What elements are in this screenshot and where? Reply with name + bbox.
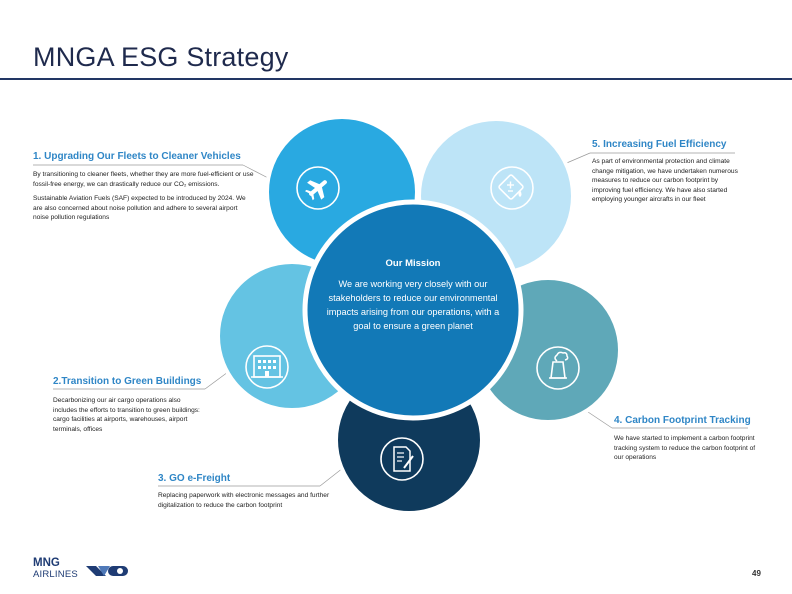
item-4-body	[614, 434, 764, 468]
item-4-heading: 4. Carbon Footprint Tracking	[614, 415, 751, 426]
item-1-heading: 1. Upgrading Our Fleets to Cleaner Vehicles	[33, 151, 241, 162]
item-5-heading: 5. Increasing Fuel Efficiency	[592, 139, 727, 150]
item-3-paragraph-1: Replacing paperwork with electronic messages and further digitalization to reduce the carbon footprint	[158, 492, 330, 509]
page-title: MNGA ESG Strategy	[33, 42, 289, 72]
item-2-body	[53, 396, 205, 439]
item-1-paragraph-2: Sustainable Aviation Fuels (SAF) expected to be introduced by 2024. We are also concerned about noise pollution and adhere to several airport noise pollution regulations	[33, 195, 246, 222]
item-2-heading: 2.Transition to Green Buildings	[53, 376, 202, 387]
connector-4	[585, 410, 612, 428]
item-3-heading: 3. GO e-Freight	[158, 473, 231, 484]
mission-block	[322, 258, 504, 333]
mission-text: We are working very closely with our stakeholders to reduce our environmental impacts arising from our operations, with a goal to ensure a green planet	[326, 279, 500, 331]
mission-title: Our Mission	[385, 258, 441, 269]
logo-line-1: MNG	[33, 557, 60, 569]
item-1-body	[33, 170, 255, 228]
item-2-paragraph-1: Decarbonizing our air cargo operations also includes the efforts to transition to green buildings: cargo facilities at airports, warehouses, airport terminals, offices	[53, 397, 200, 433]
logo-line-2: AIRLINES	[33, 569, 78, 580]
item-3-body	[158, 491, 330, 515]
connector-2	[205, 372, 228, 389]
page-number: 49	[752, 569, 761, 578]
mng-logo-mark	[86, 566, 128, 576]
item-1-paragraph-1: By transitioning to cleaner fleets, whether they are more fuel-efficient or use fossil-free energy, we can drastically reduce our CO₂ emissions.	[33, 171, 254, 188]
company-logo	[33, 558, 78, 580]
item-5-paragraph-1: As part of environmental protection and climate change mitigation, we have undertaken numerous measures to reduce our carbon footprint by improving fuel efficiency. We have also started employing younger aircrafts in our fleet	[592, 158, 738, 204]
item-5-body	[592, 157, 742, 210]
item-4-paragraph-1: We have started to implement a carbon footprint tracking system to reduce the carbon footprint of our operations	[614, 435, 756, 462]
